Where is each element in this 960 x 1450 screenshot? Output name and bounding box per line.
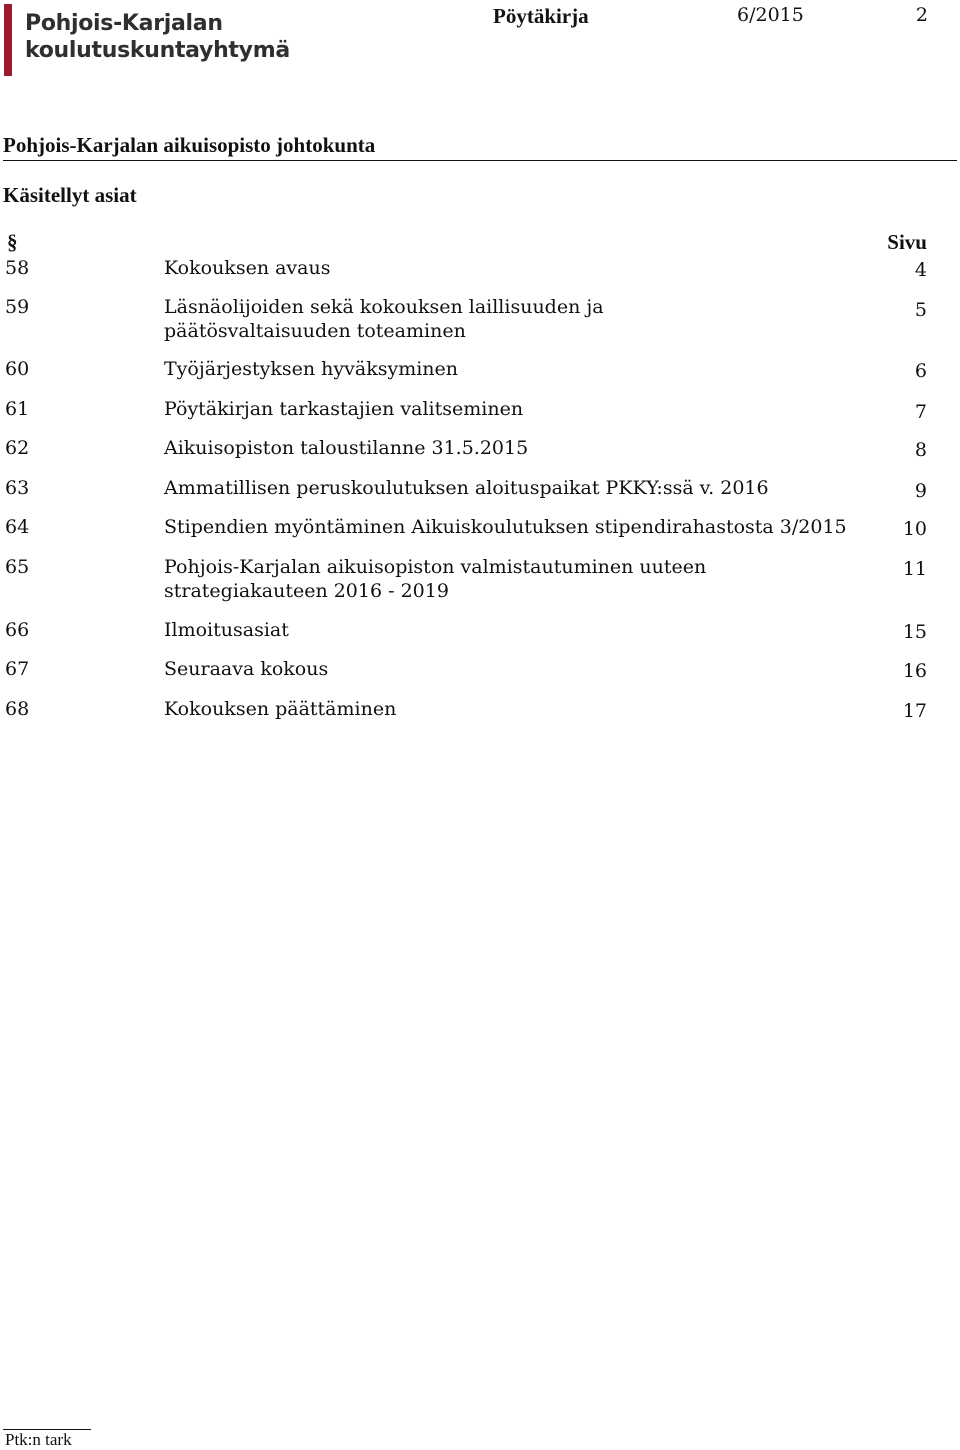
page-number: 2 (915, 4, 928, 26)
agenda-page: 17 (902, 700, 927, 722)
agenda-number: 63 (5, 477, 30, 499)
agenda-page: 15 (902, 621, 927, 643)
agenda-number: 65 (5, 556, 30, 578)
agenda-number: 58 (5, 257, 30, 279)
agenda-page: 5 (914, 299, 927, 321)
agenda-title: Kokouksen avaus (164, 257, 331, 279)
agenda-number: 64 (5, 516, 30, 538)
logo-bar (4, 4, 12, 76)
agenda-number: 66 (5, 619, 30, 641)
logo (25, 10, 290, 64)
agenda-page: 10 (902, 518, 927, 540)
agenda-title: Pöytäkirjan tarkastajien valitseminen (164, 398, 524, 420)
document-title: Pöytäkirja (493, 4, 589, 28)
agenda-title: Läsnäolijoiden sekä kokouksen laillisuuden ja päätösvaltaisuuden toteaminen (164, 296, 604, 342)
agenda-title: Työjärjestyksen hyväksyminen (164, 358, 459, 380)
agenda-number: 61 (5, 398, 30, 420)
agenda-title: Ammatillisen peruskoulutuksen aloituspaikat PKKY:ssä v. 2016 (164, 477, 769, 499)
agenda-title: Kokouksen päättäminen (164, 698, 397, 720)
footer-label: Ptk:n tark (5, 1430, 72, 1449)
agenda-page: 16 (902, 660, 927, 682)
agenda-number: 59 (5, 296, 30, 318)
document-number: 6/2015 (737, 4, 804, 26)
logo-line-1: Pohjois-Karjalan (25, 11, 223, 36)
agenda-title: Seuraava kokous (164, 658, 329, 680)
agenda-number: 68 (5, 698, 30, 720)
agenda-page: 9 (914, 480, 927, 502)
section-title: Käsitellyt asiat (3, 183, 137, 207)
agenda-number: 60 (5, 358, 30, 380)
agenda-page: 7 (914, 401, 927, 423)
agenda-title: Stipendien myöntäminen Aikuiskoulutuksen stipendirahastosta 3/2015 (164, 516, 847, 538)
logo-line-2: koulutuskuntayhtymä (25, 38, 290, 63)
agenda-title: Pohjois-Karjalan aikuisopiston valmistautuminen uuteen strategiakauteen 2016 - 2019 (164, 556, 707, 602)
agenda-title: Ilmoitusasiat (164, 619, 289, 641)
agenda-page: 4 (914, 259, 927, 281)
agenda-number: 67 (5, 658, 30, 680)
board-name: Pohjois-Karjalan aikuisopisto johtokunta (3, 133, 957, 161)
agenda-title: Aikuisopiston taloustilanne 31.5.2015 (164, 437, 529, 459)
agenda-page: 8 (914, 439, 927, 461)
agenda-page: 11 (902, 558, 927, 580)
column-header-page: Sivu (887, 230, 927, 254)
column-header-paragraph: § (7, 230, 18, 254)
agenda-page: 6 (914, 360, 927, 382)
agenda-number: 62 (5, 437, 30, 459)
